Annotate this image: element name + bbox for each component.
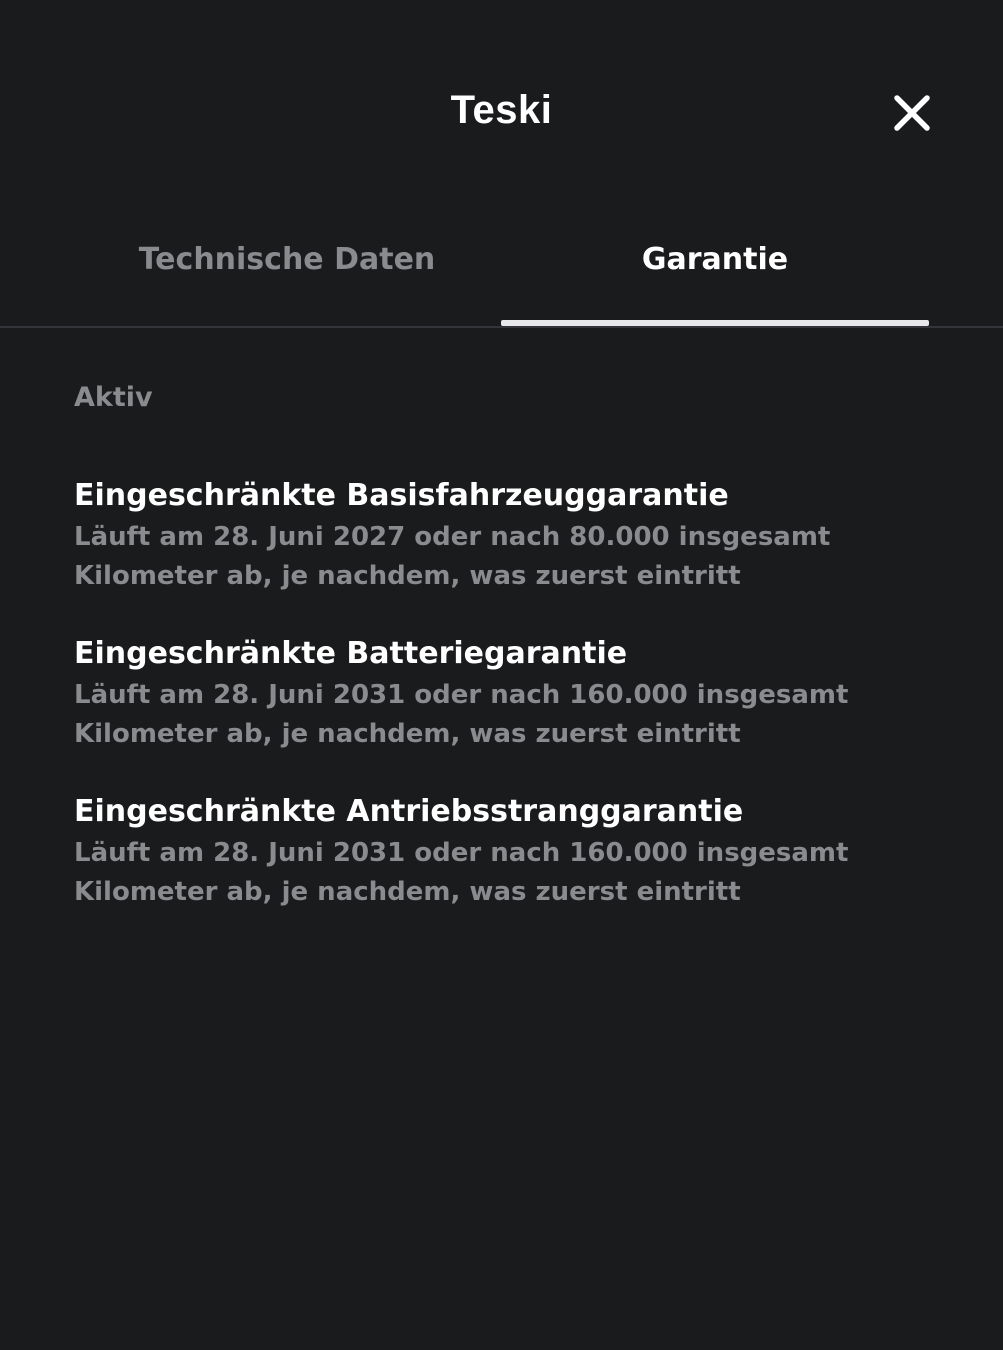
close-icon — [888, 90, 938, 140]
section-label-active: Aktiv — [74, 382, 153, 413]
warranty-description-line: Läuft am 28. Juni 2031 oder nach 160.000 insgesamt — [74, 838, 849, 868]
warranty-description — [74, 676, 874, 754]
tab-technische-daten[interactable]: Technische Daten — [138, 242, 436, 277]
warranty-item-drivetrain — [74, 792, 954, 912]
tab-bar — [0, 226, 1003, 328]
warranty-description-line: Läuft am 28. Juni 2031 oder nach 160.000 insgesamt — [74, 680, 849, 710]
active-tab-indicator — [501, 320, 929, 326]
warranty-description-line: Kilometer ab, je nachdem, was zuerst eintritt — [74, 561, 741, 591]
warranty-name: Eingeschränkte Antriebsstranggarantie — [74, 794, 744, 829]
warranty-name: Eingeschränkte Batteriegarantie — [74, 636, 628, 671]
tab-garantie[interactable]: Garantie — [641, 242, 789, 277]
warranty-description-line: Kilometer ab, je nachdem, was zuerst eintritt — [74, 719, 741, 749]
warranty-name: Eingeschränkte Basisfahrzeuggarantie — [74, 478, 729, 513]
warranty-description-line: Läuft am 28. Juni 2027 oder nach 80.000 insgesamt — [74, 522, 831, 552]
page-title: Teski — [450, 88, 553, 132]
warranty-description — [74, 518, 874, 596]
warranty-description — [74, 834, 874, 912]
close-button[interactable] — [888, 90, 938, 140]
warranty-description-line: Kilometer ab, je nachdem, was zuerst eintritt — [74, 877, 741, 907]
warranty-list — [74, 378, 954, 950]
warranty-item-basic — [74, 476, 954, 596]
warranty-item-battery — [74, 634, 954, 754]
modal-header — [0, 0, 1003, 230]
